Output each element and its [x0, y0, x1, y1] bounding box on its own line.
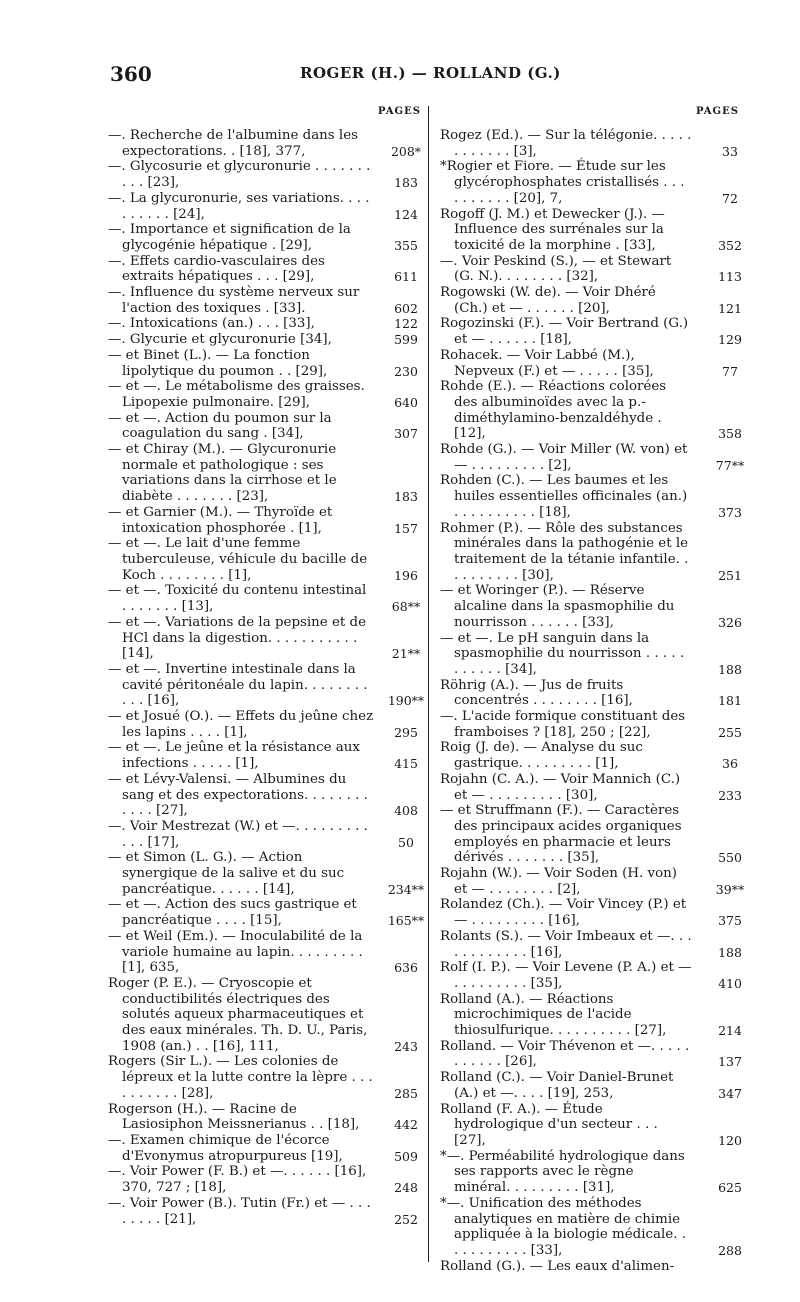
entry-text: —. Examen chimique de l'écorce d'Evonymus atropurpureus [19], [108, 1133, 343, 1164]
entry-text: — et —. Le pH sanguin dans la spasmophilie du nourrisson . . . . . . . . . . . [34], [440, 630, 685, 677]
entry-page: 373 [718, 504, 742, 520]
entry-text: *—. Perméabilité hydrologique dans ses rapports avec le règne minéral. . . . . . . . . [31], [440, 1148, 685, 1196]
left-column [108, 128, 426, 1227]
index-entry [108, 332, 426, 348]
entry-text: — et Garnier (M.). — Thyroïde et intoxication phosphorée . [1], [108, 504, 333, 536]
entry-text: — et Lévy-Valensi. — Albumines du sang et des expectorations. . . . . . . . . . . . [27], [108, 771, 368, 819]
entry-text: Rogozinski (F.). — Voir Bertrand (G.) et — . . . . . . [18], [440, 316, 689, 348]
entry-page: 183 [394, 489, 418, 505]
index-entry [440, 1102, 740, 1149]
index-entry [108, 1196, 426, 1227]
index-entry [108, 897, 426, 928]
entry-page: 77 [722, 363, 738, 379]
index-entry [108, 1054, 426, 1101]
entry-page: 415 [394, 756, 418, 772]
index-entry [108, 285, 426, 316]
entry-text: —. Glycosurie et glycuronurie . . . . . . . . . . [23], [108, 159, 371, 191]
entry-page: 39** [715, 881, 745, 897]
entry-page: 408 [394, 803, 418, 819]
entry-text: Rogerson (H.). — Racine de Lasiosiphon Meissnerianus . . [18], [108, 1101, 360, 1133]
right-column [440, 128, 745, 1274]
entry-text: Rogowski (W. de). — Voir Dhéré (Ch.) et — . . . . . . [20], [440, 285, 656, 316]
entry-page: 636 [394, 960, 418, 976]
index-entry [440, 442, 745, 473]
entry-text: — et —. Variations de la pepsine et de HCl dans la digestion. . . . . . . . . . . [14], [108, 614, 367, 662]
entry-text: — et —. Le jeûne et la résistance aux infections . . . . . [1], [108, 740, 360, 772]
entry-text: Rohmer (P.). — Rôle des substances minérales dans la pathogénie et le traitement de la tétanie infantile. . . . . . . . . . [30], [440, 520, 689, 583]
entry-page: 255 [718, 724, 742, 740]
entry-text: — et —. Le métabolisme des graisses. Lipopexie pulmonaire. [29], [108, 379, 365, 410]
index-entry [108, 850, 426, 897]
entry-page: 214 [718, 1023, 742, 1039]
index-entry [108, 1133, 426, 1164]
entry-text: Röhrig (A.). — Jus de fruits concentrés . . . . . . . . [16], [440, 677, 633, 709]
entry-page: 36 [722, 756, 738, 772]
entry-text: Rolants (S.). — Voir Imbeaux et —. . . . . . . . . . . . [16], [440, 928, 692, 960]
index-entry [440, 159, 740, 206]
index-entry [108, 819, 426, 850]
entry-text: Rolland (F. A.). — Étude hydrologique d'un secteur . . . [27], [440, 1101, 658, 1148]
entry-page: 295 [394, 724, 418, 740]
entry-text: —. Influence du système nerveux sur l'action des toxiques . [33]. [108, 285, 360, 316]
entry-text: —. L'acide formique constituant des framboises ? [18], 250 ; [22], [440, 709, 686, 740]
index-entry [108, 583, 426, 614]
entry-text: Rolland. — Voir Thévenon et —. . . . . . . . . . . [26], [440, 1038, 690, 1070]
index-entry [440, 897, 740, 928]
entry-page: 33 [722, 143, 738, 159]
index-entry [108, 348, 426, 379]
entry-page: 410 [718, 975, 742, 991]
index-entry [440, 207, 740, 254]
entry-text: Rolland (C.). — Voir Daniel-Brunet (A.) et —. . . . [19], 253, [440, 1070, 674, 1101]
index-entry [440, 316, 740, 347]
index-entry [108, 442, 426, 505]
index-entry [440, 473, 740, 520]
index-entry [440, 1070, 740, 1101]
index-entry [108, 1164, 426, 1195]
entry-page: 188 [718, 661, 742, 677]
entry-page: 181 [718, 693, 742, 709]
index-entry [108, 191, 426, 222]
entry-text: — et Binet (L.). — La fonction lipolytique du poumon . . [29], [108, 347, 328, 379]
entry-page: 157 [394, 520, 418, 536]
index-entry [108, 615, 426, 662]
entry-text: Rolf (I. P.). — Voir Levene (P. A.) et — . . . . . . . . . [35], [440, 960, 692, 991]
entry-page: 120 [718, 1133, 742, 1148]
entry-text: —. Voir Peskind (S.), — et Stewart (G. N.). . . . . . . . [32], [440, 253, 672, 285]
index-entry [108, 254, 426, 285]
index-entry [440, 285, 740, 316]
index-entry [440, 583, 740, 630]
index-entry [440, 866, 745, 897]
index-entry [108, 222, 426, 253]
entry-text: Rojahn (W.). — Voir Soden (H. von) et — . . . . . . . . [2], [440, 866, 678, 897]
entry-page: 77** [715, 457, 745, 473]
index-entry [440, 803, 740, 866]
index-entry [440, 678, 740, 709]
index-entry [440, 1196, 740, 1259]
index-entry [440, 740, 740, 771]
entry-text: Rogers (Sir L.). — Les colonies de lépreux et la lutte contre la lèpre . . . . . . . . . . [28], [108, 1054, 373, 1101]
entry-page: 113 [718, 269, 742, 285]
entry-text: Rohden (C.). — Les baumes et les huiles essentielles officinales (an.) . . . . . . . . . . [18], [440, 473, 688, 520]
entry-page: 307 [394, 426, 418, 442]
index-entry [440, 1259, 740, 1275]
index-entry [108, 379, 426, 410]
entry-text: — et —. Le lait d'une femme tuberculeuse, véhicule du bacille de Koch . . . . . . . . [1], [108, 536, 368, 583]
entry-text: — et —. Action des sucs gastrique et pancréatique . . . . [15], [108, 897, 357, 929]
index-entry [108, 740, 426, 771]
entry-text: —. Recherche de l'albumine dans les expectorations. . [18], 377, [108, 128, 359, 159]
entry-text: —. Effets cardio-vasculaires des extraits hépatiques . . . [29], [108, 253, 325, 285]
entry-text: — et Simon (L. G.). — Action synergique de la salive et du suc pancréatique. . . . . . [14], [108, 850, 345, 897]
entry-text: — et —. Action du poumon sur la coagulation du sang . [34], [108, 410, 332, 442]
entry-text: — et Woringer (P.). — Réserve alcaline dans la spasmophilie du nourrisson . . . . . . [33], [440, 583, 675, 630]
entry-page: 251 [718, 567, 742, 583]
index-entry [440, 929, 740, 960]
entry-page: 243 [394, 1038, 418, 1054]
entry-text: *—. Unification des méthodes analytiques en matière de chimie appliquée à la biologie médicale. . . . . . . . . . . [33], [440, 1195, 686, 1258]
entry-text: — et Josué (O.). — Effets du jeûne chez les lapins . . . . [1], [108, 709, 374, 740]
entry-page: 234** [387, 881, 425, 897]
entry-text: — et —. Invertine intestinale dans la cavité péritonéale du lapin. . . . . . . . . . . [16], [108, 661, 368, 709]
entry-text: Roger (P. E.). — Cryoscopie et conductibilités électriques des solutés aqueux pharmaceutiques et des eaux minérales. Th. D. U., Paris, 1908 (an.) . . [16], 111, [108, 975, 368, 1054]
entry-text: Rogoff (J. M.) et Dewecker (J.). — Influence des surrénales sur la toxicité de la morphine . [33], [440, 206, 665, 253]
index-entry [108, 505, 426, 536]
entry-page: 252 [394, 1211, 418, 1227]
index-entry [108, 411, 426, 442]
entry-text: —. La glycuronurie, ses variations. . . . . . . . . . [24], [108, 190, 370, 222]
entry-text: Rojahn (C. A.). — Voir Mannich (C.) et — . . . . . . . . . [30], [440, 771, 681, 803]
entry-text: —. Intoxications (an.) . . . [33], [108, 316, 315, 332]
entry-page: 442 [394, 1117, 418, 1133]
entry-text: Rolland (A.). — Réactions microchimiques de l'acide thiosulfurique. . . . . . . . . . [27], [440, 991, 667, 1039]
entry-text: Rogez (Ed.). — Sur la télégonie. . . . . . . . . . . . [3], [440, 128, 692, 159]
entry-page: 196 [394, 567, 418, 583]
index-entry [440, 254, 740, 285]
index-entry [108, 1102, 426, 1133]
entry-page: 50 [398, 834, 414, 850]
index-entry [440, 960, 740, 991]
entry-text: —. Importance et signification de la glycogénie hépatique . [29], [108, 222, 351, 253]
entry-page: 129 [718, 332, 742, 348]
column-head-left: PAGES [378, 106, 421, 117]
index-entry [108, 709, 426, 740]
index-entry [108, 772, 426, 819]
entry-page: 121 [718, 300, 742, 316]
index-entry [440, 128, 740, 159]
entry-page: 230 [394, 363, 418, 379]
entry-page: 550 [718, 850, 742, 866]
index-entry [108, 536, 426, 583]
entry-page: 355 [394, 237, 418, 253]
entry-page: 208* [390, 143, 422, 159]
entry-page: 375 [718, 913, 742, 929]
entry-page: 137 [718, 1054, 742, 1070]
entry-page: 183 [394, 175, 418, 191]
index-entry [440, 772, 740, 803]
index-entry [108, 159, 426, 190]
index-entry [440, 1039, 740, 1070]
entry-text: —. Voir Power (F. B.) et —. . . . . . [16], 370, 727 ; [18], [108, 1164, 367, 1196]
entry-text: —. Voir Mestrezat (W.) et —. . . . . . . . . . . . [17], [108, 818, 368, 850]
entry-text: Rolland (G.). — Les eaux d'alimen- [440, 1258, 675, 1274]
page-number: 360 [110, 62, 152, 86]
entry-page: 358 [718, 426, 742, 442]
entry-text: Rohacek. — Voir Labbé (M.), Nepveux (F.) et — . . . . . [35], [440, 347, 654, 379]
index-entry [440, 348, 740, 379]
entry-page: 188 [718, 944, 742, 960]
entry-page: 288 [718, 1242, 742, 1258]
entry-text: — et Chiray (M.). — Glycuronurie normale et pathologique : ses variations dans la cirrhose et le diabète . . . . . . . [23], [108, 442, 337, 505]
index-entry [440, 1149, 740, 1196]
index-entry [440, 631, 740, 678]
entry-text: Rohde (E.). — Réactions colorées des albuminoïdes avec la p.-diméthylamino-benzaldéhyde . [12], [440, 379, 667, 442]
entry-page: 122 [394, 316, 418, 332]
entry-page: 72 [722, 190, 738, 206]
column-divider [428, 106, 429, 1262]
entry-page: 124 [394, 206, 418, 222]
entry-page: 326 [718, 614, 742, 630]
entry-text: Roig (J. de). — Analyse du suc gastrique. . . . . . . . . [1], [440, 740, 643, 772]
entry-text: — et Weil (Em.). — Inoculabilité de la variole humaine au lapin. . . . . . . . . [1], 635, [108, 928, 363, 976]
index-entry [440, 521, 740, 584]
entry-page: 190** [387, 693, 425, 709]
index-entry [108, 316, 426, 332]
entry-page: 68** [391, 599, 421, 615]
entry-text: Rolandez (Ch.). — Voir Vincey (P.) et — . . . . . . . . . [16], [440, 897, 687, 929]
index-entry [440, 379, 740, 442]
entry-page: 347 [718, 1085, 742, 1101]
entry-text: *Rogier et Fiore. — Étude sur les glycérophosphates cristallisés . . . . . . . . . . [20], 7, [440, 159, 685, 206]
index-entry [108, 128, 426, 159]
entry-text: Rohde (G.). — Voir Miller (W. von) et — . . . . . . . . . [2], [440, 442, 688, 473]
entry-page: 165** [387, 913, 425, 929]
entry-page: 509 [394, 1148, 418, 1164]
entry-text: — et Struffmann (F.). — Caractères des principaux acides organiques employés en pharmacie et leurs dérivés . . . . . . . [35], [440, 803, 682, 866]
index-entry [440, 992, 740, 1039]
entry-page: 602 [394, 300, 418, 316]
entry-text: —. Glycurie et glycuronurie [34], [108, 332, 332, 348]
entry-page: 21** [391, 646, 421, 662]
running-title: ROGER (H.) — ROLLAND (G.) [300, 64, 561, 82]
index-entry [108, 662, 426, 709]
entry-page: 233 [718, 787, 742, 803]
entry-page: 248 [394, 1180, 418, 1196]
entry-page: 352 [718, 237, 742, 253]
index-entry [108, 976, 426, 1055]
entry-text: — et —. Toxicité du contenu intestinal . . . . . . . [13], [108, 583, 367, 615]
index-entry [108, 929, 426, 976]
entry-page: 611 [394, 269, 418, 285]
entry-text: —. Voir Power (B.). Tutin (Fr.) et — . . . . . . . . [21], [108, 1195, 371, 1227]
entry-page: 625 [718, 1180, 742, 1196]
entry-page: 285 [394, 1085, 418, 1101]
entry-page: 599 [394, 332, 418, 348]
index-entry [440, 709, 740, 740]
entry-page: 640 [394, 394, 418, 410]
column-head-right: PAGES [696, 106, 739, 117]
